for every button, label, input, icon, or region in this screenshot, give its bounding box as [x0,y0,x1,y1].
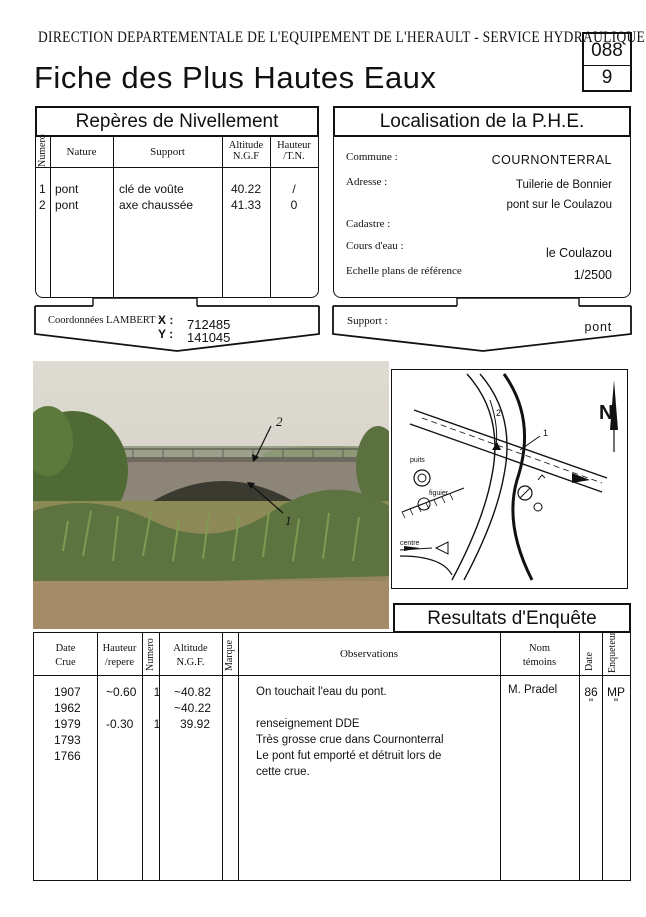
repere-row-2-hauteur: 0 [290,198,298,212]
repere-row-1-nature: pont [55,182,79,196]
table-row-witness: M. Pradel [508,684,558,696]
photo-annotation-2: 2 [276,414,283,429]
localisation-panel [333,136,631,298]
adresse-value-line1: Tuilerie de Bonnier [515,179,612,191]
table-row-observation: cette crue. [256,766,310,778]
localisation-title-box [333,106,631,137]
repere-row-2-num: 2 [39,198,46,212]
commune-label: Commune : [346,151,398,163]
table-row-enqueteur: " [613,696,619,710]
location-map [391,369,628,589]
col-nature-header: Nature [66,146,97,158]
map-marker-1: 1 [543,428,549,438]
reperes-title-box [35,106,319,137]
support-label: Support : [347,315,388,327]
col-date-header: Date Crue [55,643,76,668]
table-row-date: 1962 [54,701,81,715]
table-row-altitude: ~40.82 [174,685,212,699]
col-support-header: Support [150,146,185,158]
repere-row-2-altitude: 41.33 [230,198,262,212]
table-row-observation: On touchait l'eau du pont. [256,686,387,698]
resultats-title: Resultats d'Enquête [427,608,597,629]
col-marque-header: Marque [224,639,235,671]
lambert-box-outline [33,296,323,358]
col-hauteur-header: Hauteur /T.N. [277,140,311,162]
echelle-label: Echelle plans de référence [346,265,462,277]
lambert-x-value: 712485 [187,317,231,332]
table-row-date: 1766 [54,749,81,763]
repere-row-1-altitude: 40.22 [230,182,262,196]
col-altitude-ngf-header: Altitude N.G.F. [173,643,208,668]
localisation-title: Localisation de la P.H.E. [379,111,585,132]
result-observations [256,684,444,780]
repere-row-2-support: axe chaussée [119,198,194,212]
table-row-hauteur: -0.30 [106,717,134,731]
col-numero-header: Numero [145,638,156,671]
table-row-observation: renseignement DDE [256,718,360,730]
repere-row-2-nature: pont [55,198,79,212]
page-title: Fiche des Plus Hautes Eaux [34,60,437,95]
table-row-numero: 1 [153,685,161,699]
result-numeros [152,684,162,732]
cadastre-label: Cadastre : [346,218,391,230]
table-row-observation: Très grosse crue dans Cournonterral [256,734,444,746]
table-row-numero: 1 [153,717,161,731]
result-enqueteur [604,684,628,710]
table-row-hauteur: ~0.60 [106,685,137,699]
table-row-date-enquete: " [588,696,594,710]
result-altitudes [174,684,211,732]
table-row-date: 1979 [54,717,81,731]
resultats-title-box [393,603,631,633]
table-row-altitude: 39.92 [180,717,211,731]
bridge-photo [33,361,389,629]
lambert-label: Coordonnées LAMBERT : [48,315,161,326]
col-hauteur-repere-header: Hauteur /repere [102,643,137,668]
reference-sub-number: 9 [601,67,613,88]
col-enqueteur-header: Enqueteur [607,631,618,673]
result-hauteurs [106,684,136,732]
support-value: pont [584,320,612,334]
result-dates [54,684,81,764]
reference-number: 088 [591,40,623,61]
map-centre-label: centre [400,540,420,547]
result-date-enquete [581,684,601,710]
resultats-table [33,632,631,881]
cours-eau-value: le Coulazou [545,246,612,260]
table-row-observation: Le pont fut emporté et détruit lors de [256,750,442,762]
col-date-enquete-header: Date [584,652,595,671]
table-row-date: 1907 [54,685,81,699]
col-numero-header: Numero [37,134,48,167]
lambert-x-label: X : [158,313,174,327]
repere-row-1-support: clé de voûte [119,182,184,196]
lambert-y-label: Y : [158,327,174,341]
map-north-label: N [599,402,614,424]
repere-row-1-num: 1 [39,182,46,196]
table-row-altitude: ~40.22 [174,701,212,715]
commune-value: COURNONTERRAL [491,153,612,167]
adresse-value-line2: pont sur le Coulazou [506,199,612,211]
adresse-label: Adresse : [346,176,388,188]
table-row-enqueteur: MP [607,685,625,699]
lambert-y-value: 141045 [187,330,231,345]
col-observations-header: Observations [339,648,399,660]
org-header: DIRECTION DEPARTEMENTALE DE L'EQUIPEMENT DE L'HERAULT - SERVICE HYDRAULIQUE [38,28,646,46]
col-nom-temoins-header: Nom témoins [522,643,557,668]
cours-eau-label: Cours d'eau : [346,240,404,252]
photo-annotation-1: 1 [285,513,292,528]
repere-row-1-hauteur: / [292,182,296,196]
col-altitude-header: Altitude N.G.F [228,140,264,162]
map-puits-label: puits [410,457,425,464]
reference-box [582,32,632,92]
map-figuier-label: figuier [429,490,449,497]
table-row-date-enquete: 86 [584,685,598,699]
echelle-value: 1/2500 [573,268,612,282]
reperes-table [35,136,319,298]
table-row-date: 1793 [54,733,81,747]
map-marker-2: 2 [496,408,502,418]
reperes-title: Repères de Nivellement [75,111,279,132]
